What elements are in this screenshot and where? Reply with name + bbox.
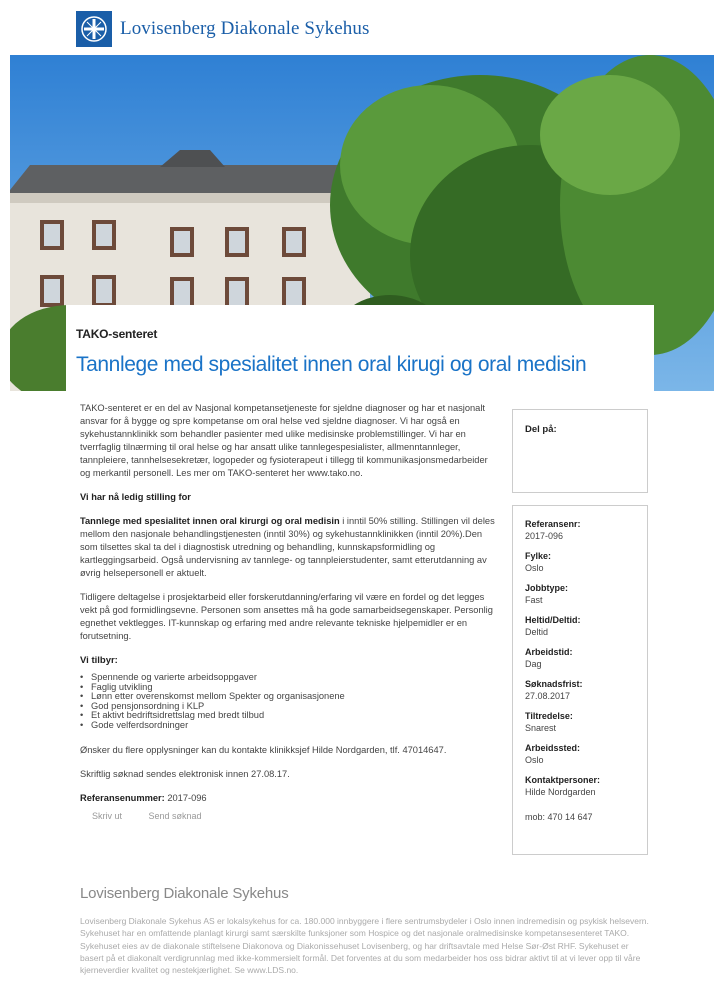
list-item: • Faglig utvikling — [80, 683, 498, 693]
deadline-paragraph: Skriftlig søknad sendes elektronisk innen 27.08.17. — [80, 769, 290, 779]
intro-paragraph: TAKO-senteret er en del av Nasjonal kompetansetjeneste for sjeldne diagnoser og har et nasjonalt ansvar for å bygge og spre kompetanse om oral helse ved sjeldne diagnoser. Vi har også en sykehustannklinikk som behandler pasienter med ulike medisinske problemstillinger. Vi har en tverrfaglig tilnærming til oral helse og har ansatt ulike tannlegespesialister, allmenntannleger, tannpleiere, tannhelsesekretær, logopeder og fysioterapeut i tillegg til kommunikasjonsmedarbeider og merkantil personell. Les mer om TAKO-senteret her www.tako.no. — [80, 403, 488, 478]
position-paragraph — [80, 515, 498, 580]
info-key: Arbeidstid: — [525, 647, 573, 657]
info-row — [525, 551, 635, 574]
list-item: • Lønn etter overenskomst mellom Spekter og organisasjonene — [80, 692, 498, 702]
list-item: • Spennende og varierte arbeidsoppgaver — [80, 673, 498, 683]
info-key: Tiltredelse: — [525, 711, 573, 721]
info-row — [525, 583, 635, 606]
job-info-box — [512, 505, 648, 855]
list-item: • Et aktivt bedriftsidrettslag med bredt tilbud — [80, 711, 498, 721]
footer-title: Lovisenberg Diakonale Sykehus — [80, 885, 289, 902]
reference-label: Referansenummer: — [80, 793, 165, 803]
site-footer — [80, 885, 650, 976]
vacancy-heading: Vi har nå ledig stilling for — [80, 492, 191, 502]
brand-name[interactable]: Lovisenberg Diakonale Sykehus — [120, 18, 370, 39]
reference-value: 2017-096 — [164, 793, 207, 803]
offers-heading: Vi tilbyr: — [80, 655, 118, 666]
info-value: Deltid — [525, 626, 549, 637]
info-value: Oslo — [525, 562, 544, 573]
cross-emblem-icon[interactable] — [76, 11, 112, 47]
requirements-paragraph: Tidligere deltagelse i prosjektarbeid eller forskerutdanning/erfaring vil være en fordel og det legges vekt på god formidlingsevne. Personen som ansettes må ha gode samarbeidsegenskaper. Personlig egnethet vektlegges. IT-kunnskap og erfaring med andre relevante tekniske hjelpemidler er en forutsetning. — [80, 592, 493, 641]
reference-line — [80, 792, 498, 805]
job-description — [80, 402, 498, 816]
info-value: 27.08.2017 — [525, 690, 571, 701]
info-row — [525, 743, 635, 766]
contact-paragraph: Ønsker du flere opplysninger kan du kontakte klinikksjef Hilde Nordgarden, tlf. 47014647. — [80, 745, 447, 755]
info-row — [525, 775, 635, 798]
info-key: Kontaktpersoner: — [525, 775, 601, 785]
share-label: Del på: — [525, 424, 557, 435]
info-value: Oslo — [525, 754, 544, 765]
info-value: Fast — [525, 594, 543, 605]
info-key: Referansenr: — [525, 519, 581, 529]
job-actions — [92, 811, 226, 821]
position-details: i inntil 50% stilling. Stillingen vil deles mellom den nasjonale behandlingstjenesten (inntil 30%) og sykehustannklinikken (inntil 20%).Den som tilsettes skal ta del i diagnostisk utredning og behandling, kunnskapsformidling og kartleggingsarbeid. Også undervisning av tannlege- og tannpleierstudenter, samt etterutdanning av øvrig helsepersonell er aktuelt. — [80, 516, 495, 578]
info-value: Hilde Nordgarden — [525, 786, 596, 797]
footer-text: Lovisenberg Diakonale Sykehus AS er lokalsykehus for ca. 180.000 innbyggere i flere sentrumsbydeler i Oslo innen indremedisin og psykisk helsevern. Sykehuset har en omfattende planlagt kirurgi samt særskilte funksjoner som Hospice og det nasjonale oralmedisinske kompetansesenteret TAKO. Sykehuset eies av de diakonale stiftelsene Diakonova og Diakonissehuset Lovisenberg, og har driftsavtale med Helse Sør-Øst RHF. Sykehuset er basert på et diakonalt verdigrunnlag med ikke-kommersielt formål. Det forventes at du som medarbeider hos oss bidrar aktivt til at vi lever opp til våre kjerneverdier kvalitet og nestekjærlighet. Se www.LDS.no. — [80, 916, 649, 976]
job-title: Tannlege med spesialitet innen oral kirugi og oral medisin — [76, 353, 587, 376]
info-row — [525, 647, 635, 670]
info-value: 2017-096 — [525, 530, 564, 541]
department-label: TAKO-senteret — [76, 327, 158, 341]
info-value: Snarest — [525, 722, 557, 733]
share-box — [512, 409, 648, 493]
offers-list — [80, 673, 498, 730]
info-key: Fylke: — [525, 551, 552, 561]
contact-mobile: mob: 470 14 647 — [525, 812, 593, 822]
info-row — [525, 711, 635, 734]
site-header — [76, 10, 370, 48]
list-item: • God pensjonsordning i KLP — [80, 702, 498, 712]
list-item: • Gode velferdsordninger — [80, 721, 498, 731]
send-application-button[interactable]: Send søknad — [148, 811, 202, 821]
info-row — [525, 615, 635, 638]
position-name: Tannlege med spesialitet innen oral kirurgi og oral medisin — [80, 516, 340, 526]
job-title-panel — [66, 305, 654, 391]
info-row — [525, 679, 635, 702]
info-key: Jobbtype: — [525, 583, 569, 593]
info-value: Dag — [525, 658, 542, 669]
info-key: Søknadsfrist: — [525, 679, 583, 689]
print-button[interactable]: Skriv ut — [92, 811, 123, 821]
info-key: Arbeidssted: — [525, 743, 581, 753]
info-row — [525, 519, 635, 542]
info-key: Heltid/Deltid: — [525, 615, 581, 625]
